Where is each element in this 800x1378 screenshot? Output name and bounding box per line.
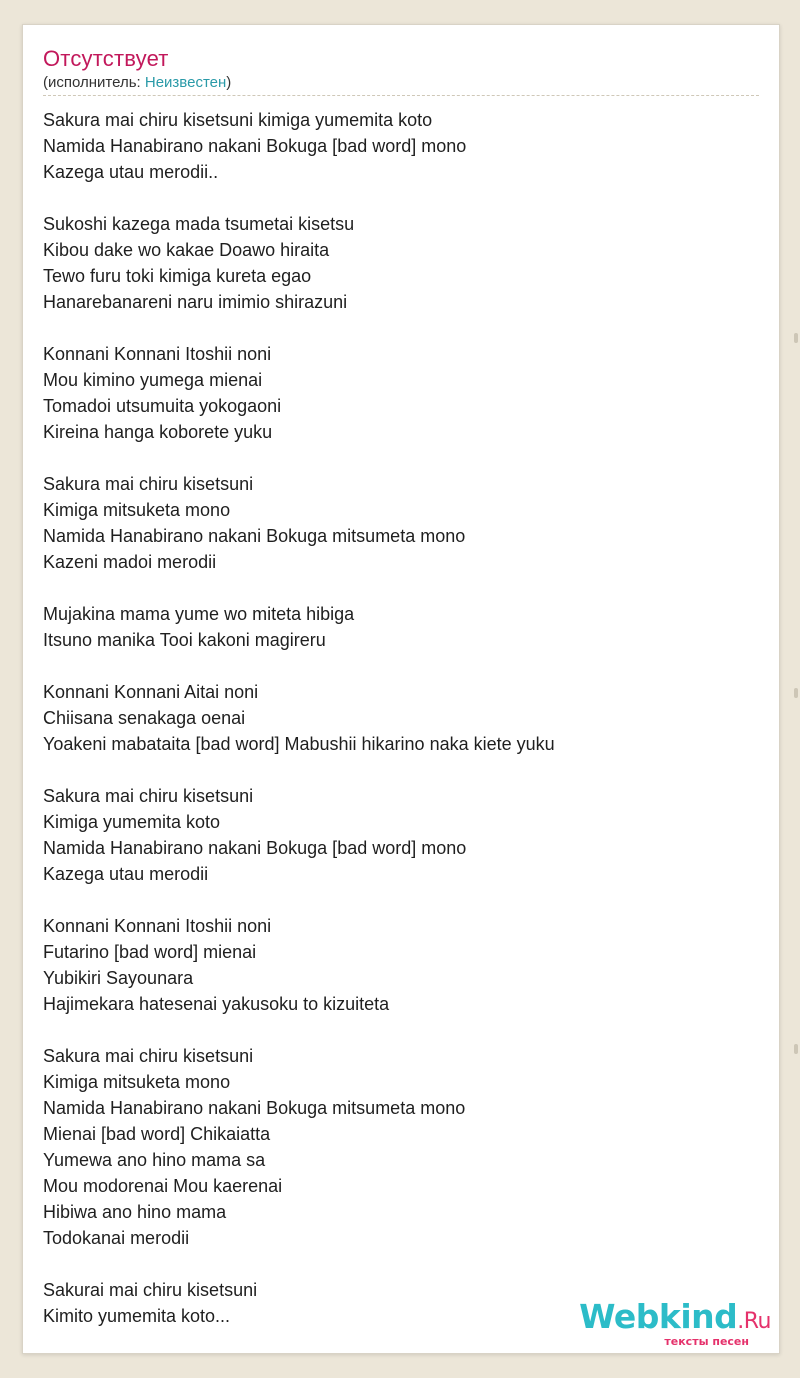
lyrics-line: Futarino [bad word] mienai <box>43 942 257 962</box>
song-header <box>43 45 759 92</box>
lyrics-line: Konnani Konnani Itoshii noni <box>43 916 272 936</box>
header-divider <box>43 95 759 96</box>
lyrics-line: Hibiwa ano hino mama <box>43 1202 227 1222</box>
lyrics-line: Mienai [bad word] Chikaiatta <box>43 1124 271 1144</box>
scroll-indicator <box>794 1044 798 1054</box>
artist-link[interactable]: Неизвестен <box>144 74 227 91</box>
lyrics-line: Sakura mai chiru kisetsuni kimiga yumemita koto <box>43 110 433 130</box>
lyrics-line: Kazega utau merodii <box>43 864 209 884</box>
lyrics-line: Konnani Konnani Aitai noni <box>43 682 259 702</box>
lyrics-line: Yubikiri Sayounara <box>43 968 194 988</box>
lyrics-line: Hajimekara hatesenai yakusoku to kizuiteta <box>43 994 390 1014</box>
lyrics-line: Kibou dake wo kakae Doawo hiraita <box>43 240 330 260</box>
lyrics-line: Kimiga mitsuketa mono <box>43 500 231 520</box>
lyrics-line: Sakura mai chiru kisetsuni <box>43 474 254 494</box>
artist-line <box>43 74 759 92</box>
scroll-indicator <box>794 333 798 343</box>
lyrics-line: Sakura mai chiru kisetsuni <box>43 1046 254 1066</box>
logo-name: Webkind <box>579 1297 738 1336</box>
lyrics-line: Kimito yumemita koto... <box>43 1306 231 1326</box>
lyrics-line: Mou kimino yumega mienai <box>43 370 263 390</box>
lyrics-stanza <box>43 1043 759 1251</box>
lyrics-line: Hanarebanareni naru imimio shirazuni <box>43 292 348 312</box>
lyrics-stanza <box>43 679 759 757</box>
lyrics-text <box>43 107 759 1355</box>
lyrics-line: Namida Hanabirano nakani Bokuga mitsumeta mono <box>43 526 466 546</box>
lyrics-line: Namida Hanabirano nakani Bokuga [bad word] mono <box>43 136 467 156</box>
lyrics-line: Yoakeni mabataita [bad word] Mabushii hikarino naka kiete yuku <box>43 734 555 754</box>
artist-prefix: (исполнитель: <box>43 74 145 91</box>
lyrics-line: Yumewa ano hino mama sa <box>43 1150 266 1170</box>
lyrics-stanza <box>43 783 759 887</box>
lyrics-stanza <box>43 211 759 315</box>
lyrics-stanza <box>43 913 759 1017</box>
logo-tagline: тексты песен <box>664 1335 749 1348</box>
lyrics-line: Kazeni madoi merodii <box>43 552 217 572</box>
lyrics-stanza <box>43 601 759 653</box>
lyrics-line: Chiisana senakaga oenai <box>43 708 246 728</box>
lyrics-line: Mou modorenai Mou kaerenai <box>43 1176 283 1196</box>
lyrics-line: Konnani Konnani Itoshii noni <box>43 344 272 364</box>
lyrics-stanza <box>43 471 759 575</box>
lyrics-line: Todokanai merodii <box>43 1228 190 1248</box>
lyrics-line: Tewo furu toki kimiga kureta egao <box>43 266 312 286</box>
lyrics-line: Sukoshi kazega mada tsumetai kisetsu <box>43 214 355 234</box>
lyrics-line: Kimiga mitsuketa mono <box>43 1072 231 1092</box>
lyrics-stanza <box>43 107 759 185</box>
lyrics-line: Itsuno manika Tooi kakoni magireru <box>43 630 326 650</box>
lyrics-card <box>22 24 780 1354</box>
artist-suffix: ) <box>226 74 232 91</box>
scroll-indicator <box>794 688 798 698</box>
lyrics-line: Kimiga yumemita koto <box>43 812 221 832</box>
lyrics-stanza <box>43 341 759 445</box>
webkind-logo[interactable] <box>579 1297 771 1348</box>
lyrics-line: Tomadoi utsumuita yokogaoni <box>43 396 282 416</box>
lyrics-line: Kazega utau merodii.. <box>43 162 219 182</box>
lyrics-line: Sakurai mai chiru kisetsuni <box>43 1280 258 1300</box>
logo-tld: .Ru <box>737 1309 771 1334</box>
lyrics-line: Namida Hanabirano nakani Bokuga [bad word] mono <box>43 838 467 858</box>
lyrics-line: Namida Hanabirano nakani Bokuga mitsumeta mono <box>43 1098 466 1118</box>
lyrics-line: Mujakina mama yume wo miteta hibiga <box>43 604 355 624</box>
lyrics-line: Kireina hanga koborete yuku <box>43 422 273 442</box>
song-title: Отсутствует <box>43 46 169 71</box>
logo-wordmark <box>579 1297 771 1339</box>
lyrics-line: Sakura mai chiru kisetsuni <box>43 786 254 806</box>
